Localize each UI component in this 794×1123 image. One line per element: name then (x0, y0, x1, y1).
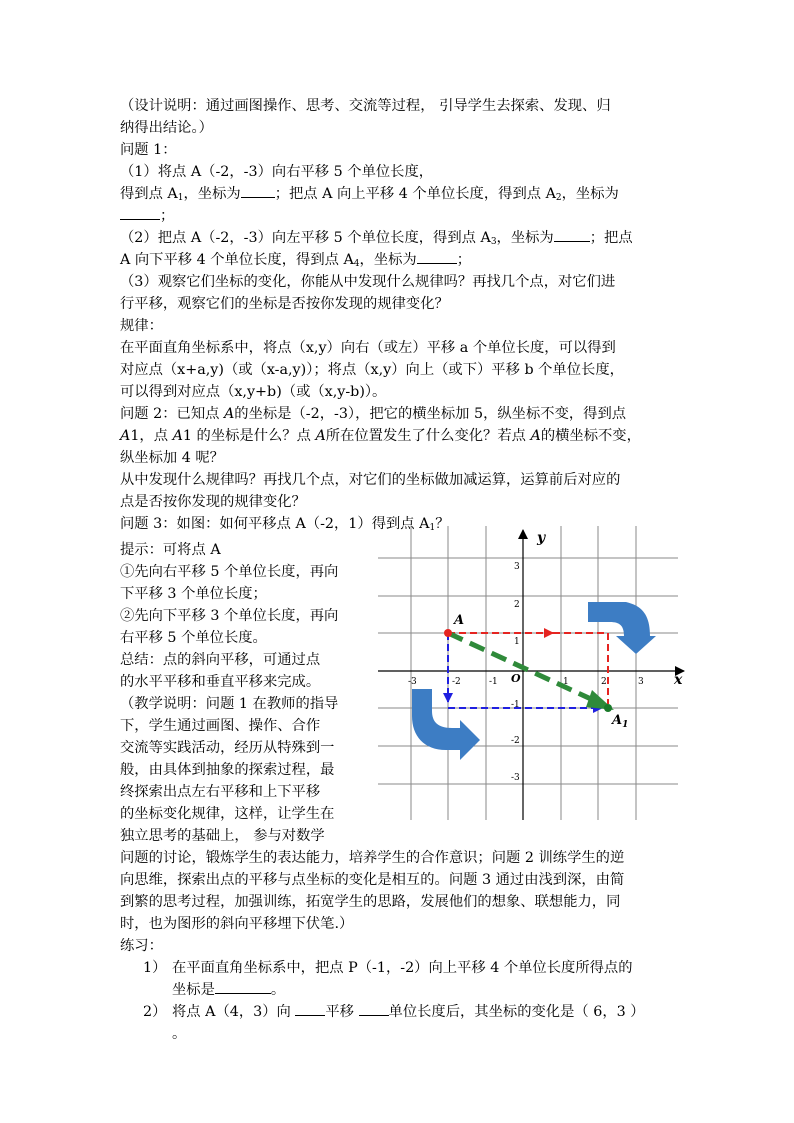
coordinate-graph (378, 526, 690, 822)
practice-title: 练习： (120, 938, 163, 954)
exercise-1-number: 1） (143, 960, 167, 976)
grid-lines (378, 526, 678, 820)
y-tick-label: -2 (511, 736, 520, 746)
point-a1-label: $A_1$ (612, 713, 629, 730)
question-1-part-2-line-b: A 向下平移 4 个单位长度，得到点 $A_4$，坐标为 ； (120, 249, 471, 275)
x-tick-label: 1 (563, 677, 569, 687)
x-tick-label: 3 (638, 677, 644, 687)
question-2-line-4: 从中发现什么规律吗？再找几个点，对它们的坐标做加减运算，运算前后对应的 (120, 472, 621, 488)
answer-blank (215, 979, 271, 994)
hint-line-4: ②先向下平移 3 个单位长度，再向 (120, 608, 339, 624)
point-a1 (604, 704, 612, 712)
summary-line-2: 的水平平移和垂直平移来完成。 (120, 674, 321, 690)
exercise-1-line-a: 在平面直角坐标系中，把点 P（-1，-2）向上平移 4 个单位长度所得点的 (172, 960, 633, 976)
y-tick-label: 2 (514, 600, 520, 610)
rule-title: 规律： (120, 318, 163, 334)
x-axis-label: x (674, 672, 683, 688)
x-tick-label: -3 (408, 677, 417, 687)
teaching-note-line-7: 独立思考的基础上， 参与对数学 (120, 828, 325, 844)
x-tick-label: -1 (489, 677, 498, 687)
summary-line-1: 总结：点的斜向平移，可通过点 (120, 652, 321, 668)
hint-line-1: 提示：可将点 A (120, 542, 221, 558)
question-1-part-1-line-c: ； (120, 205, 174, 227)
answer-blank (359, 1001, 389, 1016)
teaching-note-line-4: 般，由具体到抽象的探索过程，最 (120, 762, 335, 778)
answer-blank (417, 249, 457, 264)
y-tick-label: -3 (511, 773, 520, 783)
question-2-line-2: A1，点 A1 的坐标是什么？点 A所在位置发生了什么变化？若点 A的横坐标不变， (120, 428, 641, 444)
x-tick-label: 2 (601, 677, 607, 687)
y-axis-label: y (537, 530, 546, 546)
hint-line-2: ①先向右平移 5 个单位长度，再向 (120, 564, 339, 580)
rule-line-2: 对应点（x+a,y)（或（x-a,y)）；将点（x,y）向上（或下）平移 b 个单位长度， (120, 362, 624, 378)
origin-label: O (511, 672, 521, 685)
hint-line-5: 右平移 5 个单位长度。 (120, 630, 267, 646)
question-2-line-5: 点是否按你发现的规律变化？ (120, 494, 306, 510)
question-1-part-1-line-b: 得到点 $A_1$，坐标为 ；把点 A 向上平移 4 个单位长度，得到点 $A_2$，坐标为 (120, 183, 619, 209)
rule-line-1: 在平面直角坐标系中，将点（x,y）向右（或左）平移 a 个单位长度，可以得到 (120, 340, 616, 356)
teaching-note-line-10: 到繁的思考过程，加强训练，拓宽学生的思路，发展他们的想象、联想能力，同 (120, 894, 621, 910)
point-a (444, 629, 452, 637)
hint-line-3: 下平移 3 个单位长度； (120, 586, 267, 602)
curved-turn-arrow-down-right (412, 689, 480, 760)
y-tick-label: 1 (514, 637, 520, 647)
answer-blank (241, 183, 275, 198)
question-2-line-3: 纵坐标加 4 呢？ (120, 450, 224, 466)
teaching-note-line-9: 向思维，探索出点的平移与点坐标的变化是相互的。问题 3 通过由浅到深，由简 (120, 872, 625, 888)
teaching-note-line-3: 交流等实践活动，经历从特殊到一 (120, 740, 335, 756)
teaching-note-line-2: 下，学生通过画图、操作、合作 (120, 718, 321, 734)
question-2-line-1: 问题 2：已知点 A的坐标是（-2，-3），把它的横坐标加 5，纵坐标不变，得到点 (120, 406, 627, 422)
exercise-1-line-b: 坐标是 。 (172, 979, 285, 1001)
teaching-note-line-1: （教学说明：问题 1 在教师的指导 (120, 696, 339, 712)
exercise-2-line-a: 将点 A（4，3）向 平移 单位长度后，其坐标的变化是（ 6，3 ） (172, 1001, 645, 1023)
teaching-note-line-11: 时，也为图形的斜向平移埋下伏笔.） (120, 916, 354, 932)
exercise-2-number: 2） (143, 1004, 167, 1020)
teaching-note-line-6: 的坐标变化规律，这样，让学生在 (120, 806, 335, 822)
answer-blank (120, 205, 160, 220)
design-note-line-1: （设计说明：通过画图操作、思考、交流等过程， 引导学生去探索、发现、归 (120, 98, 611, 114)
answer-blank (295, 1001, 325, 1016)
question-1-part-3-line-a: （3）观察它们坐标的变化，你能从中发现什么规律吗？再找几个点，对它们进 (120, 274, 616, 290)
design-note-line-2: 纳得出结论。） (120, 120, 213, 136)
rule-line-3: 可以得到对应点（x,y+b)（或（x,y-b)）。 (120, 384, 387, 400)
question-1-part-1-line-a: （1）将点 A（-2，-3）向右平移 5 个单位长度， (120, 164, 434, 180)
x-tick-label: -2 (452, 677, 461, 687)
question-1-part-3-line-b: 行平移，观察它们的坐标是否按你发现的规律变化？ (120, 296, 449, 312)
diagonal-translation-path (448, 633, 604, 705)
y-tick-label: -1 (511, 700, 520, 710)
teaching-note-line-5: 终探索出点左右平移和上下平移 (120, 784, 321, 800)
y-tick-label: 3 (514, 562, 520, 572)
question-1-title: 问题 1： (120, 142, 177, 158)
answer-blank (554, 227, 590, 242)
question-3-title: 问题 3：如图：如何平移点 A（-2，1）得到点 $A_1$？ (120, 516, 450, 533)
exercise-2-line-b: 。 (172, 1026, 187, 1042)
point-a-label: A (454, 613, 465, 628)
teaching-note-line-8: 问题的讨论，锻炼学生的表达能力，培养学生的合作意识；问题 2 训练学生的逆 (120, 850, 625, 866)
question-1-part-2-line-a: （2）把点 A（-2，-3）向左平移 5 个单位长度，得到点 $A_3$，坐标为 ；把点 (120, 227, 633, 253)
